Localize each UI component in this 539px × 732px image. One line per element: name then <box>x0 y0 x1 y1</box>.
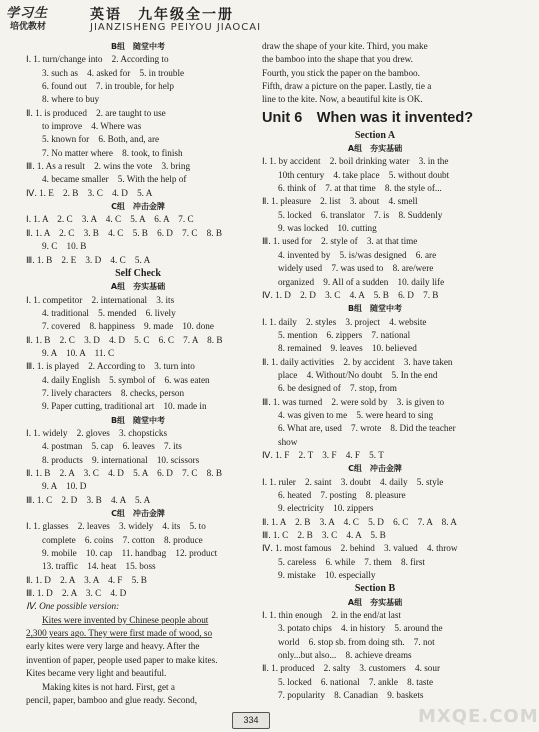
answer-line: 9. was locked 10. cutting <box>278 223 377 234</box>
answer-line: 4. became smaller 5. With the help of <box>42 174 187 185</box>
answer-line: to improve 4. Where was <box>42 121 142 132</box>
answer-line: A组 夯实基础 <box>110 282 166 292</box>
answer-line: Ⅰ. 1. daily 2. styles 3. project 4. website <box>262 316 427 327</box>
answer-line: B组 随堂中考 <box>110 415 166 425</box>
answer-line: A组 夯实基础 <box>347 597 403 607</box>
essay-line: Making kites is not hard. First, get a <box>42 681 175 692</box>
page-header <box>0 0 500 40</box>
answer-line: Section B <box>354 583 396 595</box>
answer-line: Ⅳ. 1. D 2. D 3. C 4. A 5. B 6. D 7. B <box>262 289 439 300</box>
book-title: 英语 九年级全一册 <box>90 7 234 23</box>
answer-line: Ⅰ. 1. thin enough 2. in the end/at last <box>262 610 401 621</box>
answer-line: Ⅲ. 1. C 2. B 3. C 4. A 5. B <box>262 530 386 541</box>
answer-line: 9. A 10. A 11. C <box>42 347 115 358</box>
answer-line: 4. traditional 5. mended 6. lively <box>42 307 176 318</box>
answer-line: organized 9. All of a sudden 10. daily life <box>278 276 445 287</box>
answer-line: Ⅰ. 1. competitor 2. international 3. its <box>26 294 175 305</box>
answer-line: place 4. Without/No doubt 5. In the end <box>278 369 438 380</box>
answer-line: 8. remained 9. leaves 10. believed <box>278 343 417 354</box>
answer-line: 9. C 10. B <box>42 241 87 252</box>
answer-line: 4. was given to me 5. were heard to sing <box>278 409 434 420</box>
left-column <box>26 40 250 707</box>
answer-line: 5. mention 6. zippers 7. national <box>278 329 411 340</box>
book-subtitle: JIANZISHENG PEIYOU JIAOCAI <box>90 22 262 33</box>
answer-line: Ⅰ. 1. turn/change into 2. According to <box>26 54 169 65</box>
answer-line: Ⅲ. 1. D 2. A 3. C 4. D <box>26 588 127 599</box>
answer-line: complete 6. coins 7. cotton 8. produce <box>42 534 203 545</box>
answer-line: Ⅱ. 1. D 2. A 3. A 4. F 5. B <box>26 574 147 585</box>
answer-line: Ⅲ. 1. C 2. D 3. B 4. A 5. A <box>26 494 151 505</box>
essay-line: 2,300 years ago. They were first made of wood, so <box>26 628 213 639</box>
answer-line: 7. covered 8. happiness 9. made 10. done <box>42 321 214 332</box>
answer-line: world 6. stop sb. from doing sth. 7. not <box>278 636 435 647</box>
answer-line: Ⅱ. 1. B 2. A 3. C 4. D 5. A 6. D 7. C 8. B <box>26 468 222 478</box>
answer-line: draw the shape of your kite. Third, you make <box>262 41 428 51</box>
answer-line: Ⅳ. 1. E 2. B 3. C 4. D 5. A <box>26 187 153 198</box>
answer-line: Ⅱ. 1. is produced 2. are taught to use <box>26 107 166 118</box>
unit-title: Unit 6 When was it invented? <box>262 109 474 126</box>
logo-bottom-text: 培优教材 <box>10 22 47 32</box>
answer-line: line to the kite. Now, a beautiful kite is OK. <box>262 94 423 105</box>
answer-line: 8. products 9. international 10. scissors <box>42 454 200 465</box>
answer-line: A组 夯实基础 <box>347 144 403 154</box>
answer-line: Self Check <box>115 267 161 279</box>
answer-line: 5. known for 6. Both, and, are <box>42 134 160 145</box>
answer-line: the bamboo into the shape that you drew. <box>262 54 413 65</box>
answer-line: 9. Paper cutting, traditional art 10. made in <box>42 401 207 412</box>
answer-line: 9. A 10. D <box>42 481 87 492</box>
answer-line: Ⅲ. 1. is played 2. According to 3. turn into <box>26 361 195 372</box>
answer-line: Ⅱ. 1. A 2. B 3. A 4. C 5. D 6. C 7. A 8. A <box>262 516 457 527</box>
answer-line: 6. heated 7. posting 8. pleasure <box>278 490 406 500</box>
answer-line: 5. locked 6. translator 7. is 8. Suddenly <box>278 209 443 220</box>
answer-line: Fourth, you stick the paper on the bamboo. <box>262 67 420 78</box>
answer-line: 9. mobile 10. cap 11. handbag 12. product <box>42 548 218 559</box>
answer-line: 5. locked 6. national 7. ankle 8. taste <box>278 676 434 687</box>
answer-line: 4. invented by 5. is/was designed 6. are <box>278 249 437 260</box>
answer-line: Ⅳ. 1. most famous 2. behind 3. valued 4. throw <box>262 543 458 554</box>
answer-line: Ⅱ. 1. daily activities 2. by accident 3. have taken <box>262 356 453 367</box>
answer-line: B组 随堂中考 <box>110 42 166 51</box>
answer-line: Ⅰ. 1. by accident 2. boil drinking water 3. in the <box>262 156 449 167</box>
essay-line: Kites were invented by Chinese people about <box>42 614 209 625</box>
answer-line: 7. lively characters 8. checks, person <box>42 387 185 398</box>
answer-line: 4. daily English 5. symbol of 6. was eaten <box>42 374 210 385</box>
answer-line: Ⅱ. 1. produced 2. salty 3. customers 4. sour <box>262 663 441 674</box>
watermark: MXQE.COM <box>418 706 539 727</box>
answer-line: only...but also... 8. achieve dreams <box>278 650 412 661</box>
answer-line: 5. careless 6. while 7. them 8. first <box>278 556 425 567</box>
answer-line: 13. traffic 14. heat 15. boss <box>42 561 156 572</box>
answer-line: Ⅰ. 1. widely 2. gloves 3. chopsticks <box>26 427 168 438</box>
answer-line: B组 随堂中考 <box>347 304 403 314</box>
answer-line: Fifth, draw a picture on the paper. Lastly, tie a <box>262 81 432 92</box>
essay-line: pencil, paper, bamboo and glue ready. Second, <box>26 694 197 705</box>
answer-line: 6. think of 7. at that time 8. the style of... <box>278 183 442 194</box>
answer-line: 9. mistake 10. especially <box>278 570 376 581</box>
answer-line: Ⅱ. 1. B 2. C 3. D 4. D 5. C 6. C 7. A 8. B <box>26 334 223 345</box>
answer-line: 4. postman 5. cap 6. leaves 7. its <box>42 441 182 452</box>
answer-line: Ⅰ. 1. ruler 2. saint 3. doubt 4. daily 5. style <box>262 476 444 487</box>
answer-line: Ⅲ. 1. was turned 2. were sold by 3. is given to <box>262 396 445 407</box>
answer-line: Ⅰ. 1. glasses 2. leaves 3. widely 4. its 5. to <box>26 521 206 532</box>
answer-line: Ⅲ. 1. As a result 2. wins the vote 3. bring <box>26 161 191 172</box>
essay-line: Kites became very light and beautiful. <box>26 668 167 679</box>
answer-line: 10th century 4. take place 5. without doubt <box>278 169 450 180</box>
answer-line: 7. popularity 8. Canadian 9. baskets <box>278 690 424 701</box>
answer-line: 6. be designed of 7. stop, from <box>278 383 397 394</box>
page-number: 334 <box>232 712 270 729</box>
answer-line: 6. What are, used 7. wrote 8. Did the teacher <box>278 423 456 434</box>
answer-line: 6. found out 7. in trouble, for help <box>42 81 174 92</box>
essay-line: invention of paper, people used paper to make kites. <box>26 654 218 665</box>
answer-line: show <box>278 436 298 447</box>
answer-line: C组 冲击金牌 <box>111 509 165 519</box>
essay-intro: Ⅳ. One possible version: <box>26 601 120 612</box>
answer-line: Ⅰ. 1. A 2. C 3. A 4. C 5. A 6. A 7. C <box>26 214 194 225</box>
answer-line: Ⅱ. 1. pleasure 2. list 3. about 4. smell <box>262 196 418 207</box>
publisher-logo <box>6 4 80 36</box>
answer-line: 3. potato chips 4. in history 5. around the <box>278 623 443 634</box>
answer-line: C组 冲击金牌 <box>111 202 165 212</box>
answer-line: Ⅳ. 1. F 2. T 3. F 4. F 5. T <box>262 449 384 460</box>
right-column <box>262 40 488 703</box>
answer-line: Ⅱ. 1. A 2. C 3. B 4. C 5. B 6. D 7. C 8. B <box>26 227 222 238</box>
answer-line: 8. where to buy <box>42 94 100 105</box>
answer-line: Ⅲ. 1. used for 2. style of 3. at that time <box>262 236 418 247</box>
answer-line: 9. electricity 10. zippers <box>278 503 374 514</box>
logo-top-text: 学习生 <box>6 6 49 21</box>
essay-line: early kites were very large and heavy. After the <box>26 641 200 652</box>
answer-line: Ⅲ. 1. B 2. E 3. D 4. C 5. A <box>26 254 151 265</box>
answer-line: C组 冲击金牌 <box>348 464 402 474</box>
answer-line: Section A <box>354 129 396 141</box>
answer-line: 7. No matter where 8. took, to finish <box>42 147 183 158</box>
answer-line: 3. such as 4. asked for 5. in trouble <box>42 67 185 78</box>
answer-line: widely used 7. was used to 8. are/were <box>278 263 434 274</box>
